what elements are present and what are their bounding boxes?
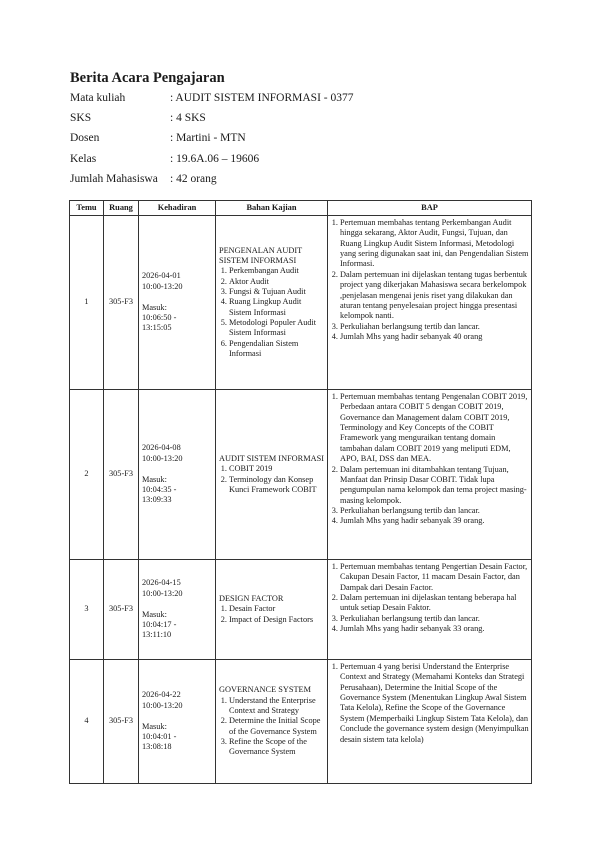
header-ruang: Ruang [104, 201, 139, 216]
list-item: 1. Understand the Enterprise Context and Strategy [229, 696, 325, 717]
kehadiran-cell [139, 560, 216, 660]
info-row-jumlah-mahasiswa [70, 173, 353, 193]
bap-cell [328, 390, 532, 560]
list-item: 2. Dalam pertemuan ini dijelaskan tentang tugas berbentuk project yang dikerjakan Mahasiswa secara berkelompok ,penjelasan mengenai jenis riset yang dilakukan dan aturan tentang penyelesaian project hingga presentasi kelompok nanti. [340, 270, 529, 322]
list-item: 3. Fungsi & Tujuan Audit [229, 287, 325, 297]
info-label: Kelas [70, 152, 97, 165]
bap-list [330, 218, 529, 342]
kehadiran-cell [139, 660, 216, 784]
header-kehadiran: Kehadiran [139, 201, 216, 216]
ruang-cell: 305-F3 [104, 660, 139, 784]
info-label: Jumlah Mahasiswa [70, 172, 158, 185]
list-item: 2. Dalam pertemuan ini dijelaskan tentang beberapa hal untuk setiap Desain Faktor. [340, 593, 529, 614]
bahan-list [219, 604, 325, 625]
list-item: 1. Pertemuan membahas tentang Pengenalan COBIT 2019, Perbedaan antara COBIT 5 dengan COBIT 2019, Governance dan Management dalam COBIT 2019, Terminology and Key Concepts of the COBIT Framework yang menguraikan tentang domain tambahan dalam COBIT 2019 yang meliputi EDM, APO, BAI, DSS dan MEA. [340, 392, 529, 465]
temu-cell: 4 [70, 660, 104, 784]
list-item: 1. Pertemuan membahas tentang Perkembangan Audit hingga sekarang, Aktor Audit, Fungsi, Tujuan, dan Ruang Lingkup Audit Sistem Informasi, Metodologi yang sering digunakan saat ini, dan Pengendalian Sistem Informasi. [340, 218, 529, 270]
table-header-row [70, 201, 532, 216]
list-item: 3. Perkuliahan berlangsung tertib dan lancar. [340, 614, 529, 624]
bap-cell [328, 660, 532, 784]
teaching-record-table [69, 200, 532, 784]
info-label: SKS [70, 112, 92, 125]
list-item: 3. Perkuliahan berlangsung tertib dan lancar. [340, 506, 529, 516]
kehadiran-text: 2026-04-22 10:00-13:20 Masuk: 10:04:01 - 13:08:18 [142, 690, 183, 752]
info-value: : 4 SKS [170, 112, 206, 125]
bahan-kajian-cell [216, 560, 328, 660]
bap-cell [328, 560, 532, 660]
info-row-kelas [70, 153, 353, 173]
list-item: 6. Pengendalian Sistem Informasi [229, 339, 325, 360]
kehadiran-cell [139, 390, 216, 560]
kehadiran-cell [139, 216, 216, 390]
table-row [70, 390, 532, 560]
table-row [70, 560, 532, 660]
kehadiran-text: 2026-04-01 10:00-13:20 Masuk: 10:06:50 - 13:15:05 [142, 271, 183, 333]
kehadiran-text: 2026-04-08 10:00-13:20 Masuk: 10:04:35 - 13:09:33 [142, 443, 183, 505]
bahan-title: PENGENALAN AUDIT SISTEM INFORMASI [219, 245, 303, 265]
bahan-title: GOVERNANCE SYSTEM [219, 685, 311, 695]
temu-cell: 3 [70, 560, 104, 660]
table-row [70, 216, 532, 390]
course-info [70, 92, 353, 193]
bahan-title: DESIGN FACTOR [219, 593, 284, 603]
list-item: 4. Jumlah Mhs yang hadir sebanyak 33 orang. [340, 624, 529, 634]
document-title: Berita Acara Pengajaran [70, 70, 225, 86]
info-row-sks [70, 112, 353, 132]
list-item: 5. Metodologi Populer Audit Sistem Informasi [229, 318, 325, 339]
bahan-kajian-cell [216, 390, 328, 560]
bap-cell [328, 216, 532, 390]
list-item: 3. Refine the Scope of the Governance System [229, 737, 325, 758]
ruang-cell: 305-F3 [104, 390, 139, 560]
bahan-list [219, 696, 325, 758]
list-item: 1. Perkembangan Audit [229, 266, 325, 276]
info-row-dosen [70, 132, 353, 152]
ruang-cell: 305-F3 [104, 216, 139, 390]
temu-cell: 2 [70, 390, 104, 560]
info-label: Mata kuliah [70, 92, 126, 104]
ruang-cell: 305-F3 [104, 560, 139, 660]
list-item: 1. Pertemuan 4 yang berisi Understand the Enterprise Context and Strategy (Memahami Konteks dan Strategi Perusahaan), Determine the Initial Scope of the Governance System (Menentukan Lingkup Awal Sistem Tata Kelola), Refine the Scope of the Governance System (Memperbaiki Lingkup Sistem Tata Kelola), dan Conclude the governance system design (Menyimpulkan desain sistem tata kelola) [340, 662, 529, 745]
list-item: 1. COBIT 2019 [229, 464, 325, 474]
kehadiran-text: 2026-04-15 10:00-13:20 Masuk: 10:04:17 - 13:11:10 [142, 578, 183, 640]
bahan-list [219, 464, 325, 495]
info-value: : Martini - MTN [170, 132, 246, 145]
bahan-list [219, 266, 325, 359]
bahan-kajian-cell [216, 660, 328, 784]
bahan-title: AUDIT SISTEM INFORMASI [219, 453, 324, 463]
list-item: 1. Pertemuan membahas tentang Pengertian Desain Factor, Cakupan Desain Factor, 11 macam Desain Factor, dan Dampak dari Desain Factor. [340, 562, 529, 593]
bap-list [330, 662, 529, 745]
info-value: : 19.6A.06 – 19606 [170, 152, 260, 165]
info-row-mata-kuliah [70, 92, 353, 112]
header-bap: BAP [328, 201, 532, 216]
list-item: 2. Impact of Design Factors [229, 615, 325, 625]
temu-cell: 1 [70, 216, 104, 390]
list-item: 3. Perkuliahan berlangsung tertib dan lancar. [340, 322, 529, 332]
list-item: 1. Desain Factor [229, 604, 325, 614]
header-temu: Temu [70, 201, 104, 216]
list-item: 2. Determine the Initial Scope of the Governance System [229, 716, 325, 737]
info-value: : AUDIT SISTEM INFORMASI - 0377 [170, 92, 354, 104]
header-bahan-kajian: Bahan Kajian [216, 201, 328, 216]
bap-list [330, 392, 529, 527]
info-label: Dosen [70, 132, 100, 145]
bahan-kajian-cell [216, 216, 328, 390]
list-item: 2. Terminology dan Konsep Kunci Framework COBIT [229, 475, 325, 496]
list-item: 2. Dalam pertemuan ini ditambahkan tentang Tujuan, Manfaat dan Prinsip Dasar COBIT. Tidak lupa pengumpulan nama kelompok dan tema project masing-masing kelompok. [340, 465, 529, 506]
list-item: 4. Jumlah Mhs yang hadir sebanyak 40 orang [340, 332, 529, 342]
list-item: 4. Ruang Lingkup Audit Sistem Informasi [229, 297, 325, 318]
info-value: : 42 orang [170, 172, 217, 185]
list-item: 2. Aktor Audit [229, 277, 325, 287]
table-row [70, 660, 532, 784]
bap-list [330, 562, 529, 635]
list-item: 4. Jumlah Mhs yang hadir sebanyak 39 orang. [340, 516, 529, 526]
